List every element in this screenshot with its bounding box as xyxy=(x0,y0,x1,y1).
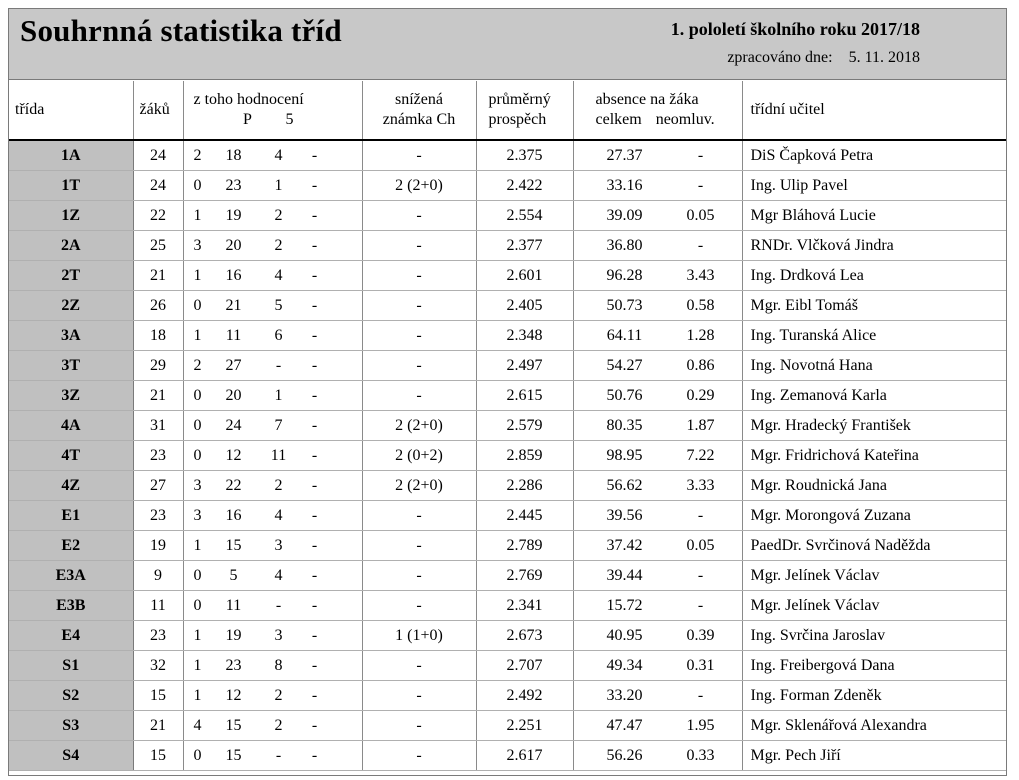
average-cell: 2.707 xyxy=(476,651,573,681)
table-row xyxy=(9,351,1006,381)
table-body xyxy=(9,140,1006,771)
col-header-reduced-grade: snížená známka Ch xyxy=(362,81,476,140)
teacher-cell: Mgr. Pech Jiří xyxy=(742,741,1006,771)
table-row xyxy=(9,171,1006,201)
absence-cell: 37.42 0.05 xyxy=(573,531,742,561)
class-cell: 4A xyxy=(9,411,133,441)
report-header xyxy=(9,9,1006,80)
reduced-grade-cell: - xyxy=(362,591,476,621)
teacher-cell: Mgr. Morongová Zuzana xyxy=(742,501,1006,531)
class-cell: E3B xyxy=(9,591,133,621)
teacher-cell: Ing. Novotná Hana xyxy=(742,351,1006,381)
teacher-cell: Mgr. Sklenářová Alexandra xyxy=(742,711,1006,741)
class-cell: S4 xyxy=(9,741,133,771)
col-header-class: třída xyxy=(9,81,133,140)
table-row xyxy=(9,411,1006,441)
class-cell: 4Z xyxy=(9,471,133,501)
table-row xyxy=(9,140,1006,171)
teacher-cell: Ing. Turanská Alice xyxy=(742,321,1006,351)
teacher-cell: Ing. Ulip Pavel xyxy=(742,171,1006,201)
average-cell: 2.445 xyxy=(476,501,573,531)
absence-cell: 56.62 3.33 xyxy=(573,471,742,501)
students-cell: 25 xyxy=(133,231,183,261)
students-cell: 32 xyxy=(133,651,183,681)
class-cell: 4T xyxy=(9,441,133,471)
students-cell: 15 xyxy=(133,741,183,771)
col-header-students: žáků xyxy=(133,81,183,140)
class-cell: 3Z xyxy=(9,381,133,411)
table-row xyxy=(9,531,1006,561)
average-cell: 2.769 xyxy=(476,561,573,591)
table-row xyxy=(9,291,1006,321)
average-cell: 2.617 xyxy=(476,741,573,771)
class-cell: E3A xyxy=(9,561,133,591)
absence-cell: 15.72 - xyxy=(573,591,742,621)
students-cell: 26 xyxy=(133,291,183,321)
class-cell: 1A xyxy=(9,140,133,171)
reduced-grade-cell: - xyxy=(362,561,476,591)
absence-cell: 96.28 3.43 xyxy=(573,261,742,291)
table-header xyxy=(9,81,1006,140)
reduced-grade-cell: 2 (2+0) xyxy=(362,471,476,501)
class-cell: S2 xyxy=(9,681,133,711)
class-cell: 1Z xyxy=(9,201,133,231)
teacher-cell: Ing. Svrčina Jaroslav xyxy=(742,621,1006,651)
students-cell: 21 xyxy=(133,381,183,411)
table-row xyxy=(9,501,1006,531)
average-cell: 2.341 xyxy=(476,591,573,621)
grades-cell: 2 27 - - xyxy=(183,351,362,381)
average-cell: 2.348 xyxy=(476,321,573,351)
grades-cell: 1 19 2 - xyxy=(183,201,362,231)
grades-cell: 1 15 3 - xyxy=(183,531,362,561)
col-header-absence: absence na žáka celkem neomluv. xyxy=(573,81,742,140)
reduced-grade-cell: - xyxy=(362,201,476,231)
grades-cell: 0 11 - - xyxy=(183,591,362,621)
report-title: Souhrnná statistika tříd xyxy=(20,13,342,48)
grades-cell: 3 20 2 - xyxy=(183,231,362,261)
table-row xyxy=(9,201,1006,231)
table-row xyxy=(9,261,1006,291)
processed-label: zpracováno dne: xyxy=(727,49,833,66)
table-row xyxy=(9,651,1006,681)
students-cell: 29 xyxy=(133,351,183,381)
table-row xyxy=(9,231,1006,261)
grades-cell: 1 19 3 - xyxy=(183,621,362,651)
average-cell: 2.579 xyxy=(476,411,573,441)
grades-cell: 4 15 2 - xyxy=(183,711,362,741)
reduced-grade-cell: 2 (0+2) xyxy=(362,441,476,471)
average-cell: 2.422 xyxy=(476,171,573,201)
average-cell: 2.615 xyxy=(476,381,573,411)
table-row xyxy=(9,471,1006,501)
average-cell: 2.251 xyxy=(476,711,573,741)
reduced-grade-cell: - xyxy=(362,261,476,291)
absence-cell: 64.11 1.28 xyxy=(573,321,742,351)
school-period: 1. pololetí školního roku 2017/18 xyxy=(670,19,920,39)
average-cell: 2.601 xyxy=(476,261,573,291)
teacher-cell: Mgr. Jelínek Václav xyxy=(742,591,1006,621)
grades-cell: 1 16 4 - xyxy=(183,261,362,291)
average-cell: 2.789 xyxy=(476,531,573,561)
table-row xyxy=(9,621,1006,651)
teacher-cell: Mgr Bláhová Lucie xyxy=(742,201,1006,231)
absence-cell: 33.16 - xyxy=(573,171,742,201)
absence-cell: 39.44 - xyxy=(573,561,742,591)
average-cell: 2.492 xyxy=(476,681,573,711)
average-cell: 2.859 xyxy=(476,441,573,471)
teacher-cell: PaedDr. Svrčinová Naděžda xyxy=(742,531,1006,561)
grades-cell: 0 21 5 - xyxy=(183,291,362,321)
absence-cell: 40.95 0.39 xyxy=(573,621,742,651)
teacher-cell: Mgr. Roudnická Jana xyxy=(742,471,1006,501)
reduced-grade-cell: - xyxy=(362,681,476,711)
processed-date: 5. 11. 2018 xyxy=(848,49,920,66)
absence-cell: 80.35 1.87 xyxy=(573,411,742,441)
class-cell: 3A xyxy=(9,321,133,351)
absence-cell: 56.26 0.33 xyxy=(573,741,742,771)
students-cell: 31 xyxy=(133,411,183,441)
average-cell: 2.554 xyxy=(476,201,573,231)
students-cell: 21 xyxy=(133,711,183,741)
class-cell: 2Z xyxy=(9,291,133,321)
class-cell: E4 xyxy=(9,621,133,651)
reduced-grade-cell: - xyxy=(362,140,476,171)
teacher-cell: Mgr. Eibl Tomáš xyxy=(742,291,1006,321)
students-cell: 18 xyxy=(133,321,183,351)
teacher-cell: DiS Čapková Petra xyxy=(742,140,1006,171)
grades-cell: 0 20 1 - xyxy=(183,381,362,411)
table-row xyxy=(9,561,1006,591)
table-row xyxy=(9,681,1006,711)
students-cell: 9 xyxy=(133,561,183,591)
grades-cell: 0 23 1 - xyxy=(183,171,362,201)
grades-cell: 1 11 6 - xyxy=(183,321,362,351)
reduced-grade-cell: - xyxy=(362,351,476,381)
table-row xyxy=(9,711,1006,741)
reduced-grade-cell: - xyxy=(362,711,476,741)
students-cell: 11 xyxy=(133,591,183,621)
table-row xyxy=(9,321,1006,351)
table-row xyxy=(9,591,1006,621)
class-cell: E2 xyxy=(9,531,133,561)
students-cell: 23 xyxy=(133,621,183,651)
grades-cell: 3 22 2 - xyxy=(183,471,362,501)
average-cell: 2.286 xyxy=(476,471,573,501)
teacher-cell: Ing. Forman Zdeněk xyxy=(742,681,1006,711)
reduced-grade-cell: - xyxy=(362,531,476,561)
absence-cell: 39.56 - xyxy=(573,501,742,531)
reduced-grade-cell: 1 (1+0) xyxy=(362,621,476,651)
students-cell: 22 xyxy=(133,201,183,231)
grades-cell: 1 12 2 - xyxy=(183,681,362,711)
reduced-grade-cell: - xyxy=(362,741,476,771)
grades-cell: 3 16 4 - xyxy=(183,501,362,531)
teacher-cell: Mgr. Hradecký František xyxy=(742,411,1006,441)
class-cell: E1 xyxy=(9,501,133,531)
teacher-cell: Ing. Drdková Lea xyxy=(742,261,1006,291)
reduced-grade-cell: 2 (2+0) xyxy=(362,171,476,201)
absence-cell: 33.20 - xyxy=(573,681,742,711)
absence-cell: 39.09 0.05 xyxy=(573,201,742,231)
average-cell: 2.377 xyxy=(476,231,573,261)
col-header-grades: z toho hodnocení P 5 xyxy=(183,81,362,140)
grades-cell: 0 15 - - xyxy=(183,741,362,771)
students-cell: 15 xyxy=(133,681,183,711)
table-row xyxy=(9,441,1006,471)
students-cell: 24 xyxy=(133,171,183,201)
class-cell: 2T xyxy=(9,261,133,291)
col-header-teacher: třídní učitel xyxy=(750,101,825,118)
absence-cell: 47.47 1.95 xyxy=(573,711,742,741)
absence-cell: 36.80 - xyxy=(573,231,742,261)
reduced-grade-cell: - xyxy=(362,231,476,261)
average-cell: 2.375 xyxy=(476,140,573,171)
reduced-grade-cell: - xyxy=(362,321,476,351)
reduced-grade-cell: 2 (2+0) xyxy=(362,411,476,441)
grades-cell: 1 23 8 - xyxy=(183,651,362,681)
teacher-cell: Ing. Zemanová Karla xyxy=(742,381,1006,411)
students-cell: 24 xyxy=(133,140,183,171)
grades-cell: 0 12 11 - xyxy=(183,441,362,471)
class-cell: S1 xyxy=(9,651,133,681)
grades-cell: 2 18 4 - xyxy=(183,140,362,171)
reduced-grade-cell: - xyxy=(362,651,476,681)
class-cell: 1T xyxy=(9,171,133,201)
teacher-cell: Ing. Freibergová Dana xyxy=(742,651,1006,681)
average-cell: 2.673 xyxy=(476,621,573,651)
table-row xyxy=(9,381,1006,411)
students-cell: 23 xyxy=(133,441,183,471)
students-cell: 19 xyxy=(133,531,183,561)
absence-cell: 49.34 0.31 xyxy=(573,651,742,681)
students-cell: 21 xyxy=(133,261,183,291)
students-cell: 23 xyxy=(133,501,183,531)
absence-cell: 50.76 0.29 xyxy=(573,381,742,411)
class-cell: S3 xyxy=(9,711,133,741)
grades-cell: 0 24 7 - xyxy=(183,411,362,441)
processed-date-line xyxy=(727,49,920,67)
reduced-grade-cell: - xyxy=(362,381,476,411)
absence-cell: 54.27 0.86 xyxy=(573,351,742,381)
grades-cell: 0 5 4 - xyxy=(183,561,362,591)
col-header-average: průměrný prospěch xyxy=(476,81,573,140)
table-row xyxy=(9,741,1006,771)
absence-cell: 98.95 7.22 xyxy=(573,441,742,471)
average-cell: 2.405 xyxy=(476,291,573,321)
reduced-grade-cell: - xyxy=(362,291,476,321)
absence-cell: 27.37 - xyxy=(573,140,742,171)
teacher-cell: RNDr. Vlčková Jindra xyxy=(742,231,1006,261)
class-cell: 3T xyxy=(9,351,133,381)
teacher-cell: Mgr. Fridrichová Kateřina xyxy=(742,441,1006,471)
absence-cell: 50.73 0.58 xyxy=(573,291,742,321)
class-cell: 2A xyxy=(9,231,133,261)
teacher-cell: Mgr. Jelínek Václav xyxy=(742,561,1006,591)
class-statistics-table xyxy=(9,81,1006,771)
reduced-grade-cell: - xyxy=(362,501,476,531)
students-cell: 27 xyxy=(133,471,183,501)
average-cell: 2.497 xyxy=(476,351,573,381)
